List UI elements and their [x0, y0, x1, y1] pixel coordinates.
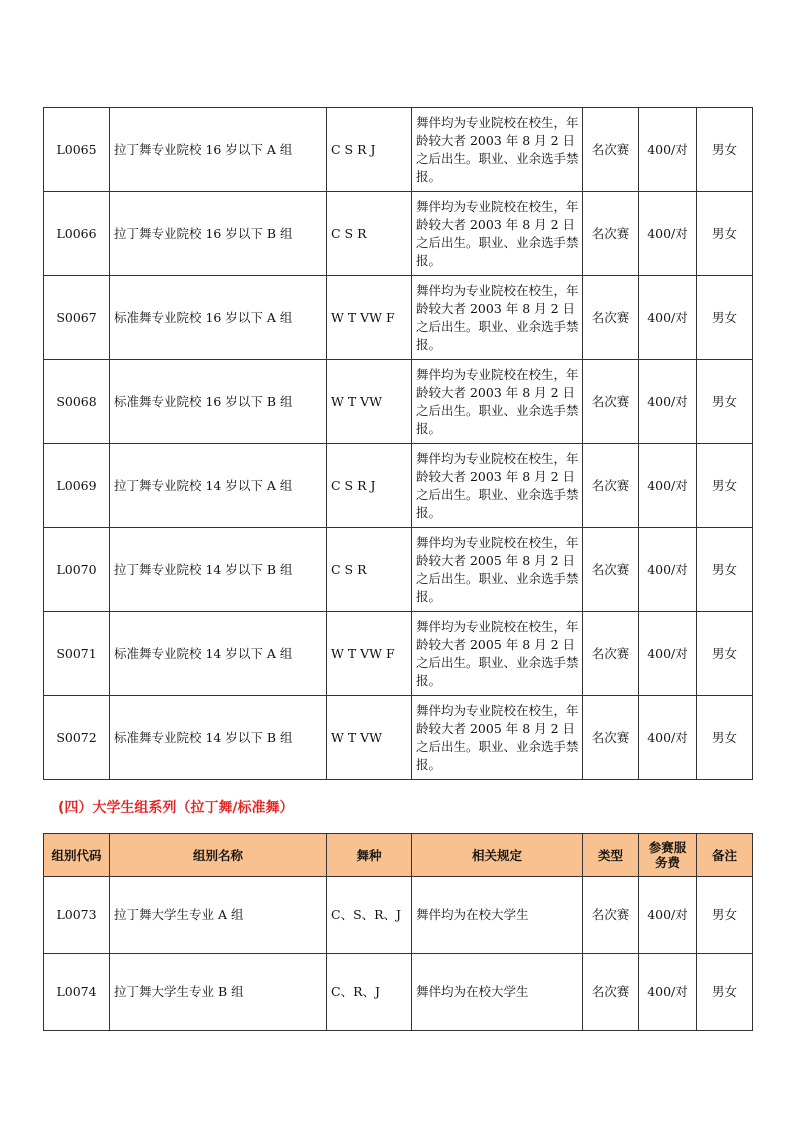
competition-type: 名次赛	[583, 528, 639, 612]
entry-fee: 400/对	[639, 954, 697, 1031]
remark: 男女	[697, 954, 753, 1031]
dance-types: W T VW	[327, 360, 412, 444]
entry-fee: 400/对	[639, 528, 697, 612]
remark: 男女	[697, 528, 753, 612]
table-row	[44, 954, 753, 1031]
group-rule: 舞伴均为在校大学生	[412, 877, 583, 954]
header-dance-types: 舞种	[327, 834, 412, 877]
competition-type: 名次赛	[583, 276, 639, 360]
table-row	[44, 696, 753, 780]
group-rule: 舞伴均为专业院校在校生，年龄较大者 2005 年 8 月 2 日之后出生。职业、业余选手禁报。	[412, 696, 583, 780]
remark: 男女	[697, 108, 753, 192]
group-rule: 舞伴均为专业院校在校生，年龄较大者 2003 年 8 月 2 日之后出生。职业、业余选手禁报。	[412, 108, 583, 192]
header-rules: 相关规定	[412, 834, 583, 877]
remark: 男女	[697, 696, 753, 780]
table-row	[44, 444, 753, 528]
group-code: L0065	[44, 108, 110, 192]
section-heading: (四）大学生组系列（拉丁舞/标准舞）	[58, 800, 294, 816]
entry-fee: 400/对	[639, 108, 697, 192]
remark: 男女	[697, 612, 753, 696]
header-fee-line2: 务费	[654, 855, 680, 870]
competition-type: 名次赛	[583, 108, 639, 192]
group-code: S0068	[44, 360, 110, 444]
table-row	[44, 612, 753, 696]
dance-types: W T VW F	[327, 276, 412, 360]
remark: 男女	[697, 192, 753, 276]
entry-fee: 400/对	[639, 612, 697, 696]
group-rule: 舞伴均为在校大学生	[412, 954, 583, 1031]
header-note: 备注	[697, 834, 753, 877]
group-name: 拉丁舞专业院校 14 岁以下 B 组	[110, 528, 327, 612]
remark: 男女	[697, 444, 753, 528]
competition-type: 名次赛	[583, 954, 639, 1031]
entry-fee: 400/对	[639, 192, 697, 276]
group-rule: 舞伴均为专业院校在校生，年龄较大者 2003 年 8 月 2 日之后出生。职业、业余选手禁报。	[412, 276, 583, 360]
group-code: L0066	[44, 192, 110, 276]
remark: 男女	[697, 360, 753, 444]
dance-types: C S R	[327, 528, 412, 612]
group-name: 标准舞专业院校 14 岁以下 B 组	[110, 696, 327, 780]
dance-types: C S R J	[327, 108, 412, 192]
registration-table-continued	[43, 107, 753, 780]
group-name: 拉丁舞专业院校 16 岁以下 B 组	[110, 192, 327, 276]
table-row	[44, 108, 753, 192]
remark: 男女	[697, 276, 753, 360]
entry-fee: 400/对	[639, 877, 697, 954]
header-fee	[639, 834, 697, 877]
group-code: S0072	[44, 696, 110, 780]
group-rule: 舞伴均为专业院校在校生，年龄较大者 2005 年 8 月 2 日之后出生。职业、业余选手禁报。	[412, 612, 583, 696]
table-header-row	[44, 834, 753, 877]
group-code: L0074	[44, 954, 110, 1031]
group-name: 标准舞专业院校 16 岁以下 A 组	[110, 276, 327, 360]
group-name: 标准舞专业院校 14 岁以下 A 组	[110, 612, 327, 696]
group-code: S0067	[44, 276, 110, 360]
dance-types: C、R、J	[327, 954, 412, 1031]
group-name: 拉丁舞专业院校 14 岁以下 A 组	[110, 444, 327, 528]
header-group-code: 组别代码	[44, 834, 110, 877]
competition-type: 名次赛	[583, 612, 639, 696]
dance-types: C S R J	[327, 444, 412, 528]
table-row	[44, 192, 753, 276]
competition-type: 名次赛	[583, 444, 639, 528]
group-name: 拉丁舞大学生专业 B 组	[110, 954, 327, 1031]
group-rule: 舞伴均为专业院校在校生，年龄较大者 2003 年 8 月 2 日之后出生。职业、业余选手禁报。	[412, 192, 583, 276]
header-group-name: 组别名称	[110, 834, 327, 877]
group-name: 标准舞专业院校 16 岁以下 B 组	[110, 360, 327, 444]
header-type: 类型	[583, 834, 639, 877]
dance-types: W T VW	[327, 696, 412, 780]
remark: 男女	[697, 877, 753, 954]
entry-fee: 400/对	[639, 444, 697, 528]
competition-type: 名次赛	[583, 696, 639, 780]
entry-fee: 400/对	[639, 360, 697, 444]
group-code: L0070	[44, 528, 110, 612]
group-code: S0071	[44, 612, 110, 696]
table-row	[44, 276, 753, 360]
table-row	[44, 528, 753, 612]
university-group-table	[43, 833, 753, 1031]
group-rule: 舞伴均为专业院校在校生，年龄较大者 2005 年 8 月 2 日之后出生。职业、业余选手禁报。	[412, 528, 583, 612]
group-code: L0069	[44, 444, 110, 528]
group-rule: 舞伴均为专业院校在校生，年龄较大者 2003 年 8 月 2 日之后出生。职业、业余选手禁报。	[412, 360, 583, 444]
group-code: L0073	[44, 877, 110, 954]
competition-type: 名次赛	[583, 877, 639, 954]
entry-fee: 400/对	[639, 276, 697, 360]
group-name: 拉丁舞专业院校 16 岁以下 A 组	[110, 108, 327, 192]
dance-types: C S R	[327, 192, 412, 276]
entry-fee: 400/对	[639, 696, 697, 780]
dance-types: C、S、R、J	[327, 877, 412, 954]
competition-type: 名次赛	[583, 360, 639, 444]
table-row	[44, 360, 753, 444]
header-fee-line1: 参赛服	[648, 840, 687, 855]
table-row	[44, 877, 753, 954]
group-rule: 舞伴均为专业院校在校生，年龄较大者 2003 年 8 月 2 日之后出生。职业、业余选手禁报。	[412, 444, 583, 528]
competition-type: 名次赛	[583, 192, 639, 276]
dance-types: W T VW F	[327, 612, 412, 696]
group-name: 拉丁舞大学生专业 A 组	[110, 877, 327, 954]
